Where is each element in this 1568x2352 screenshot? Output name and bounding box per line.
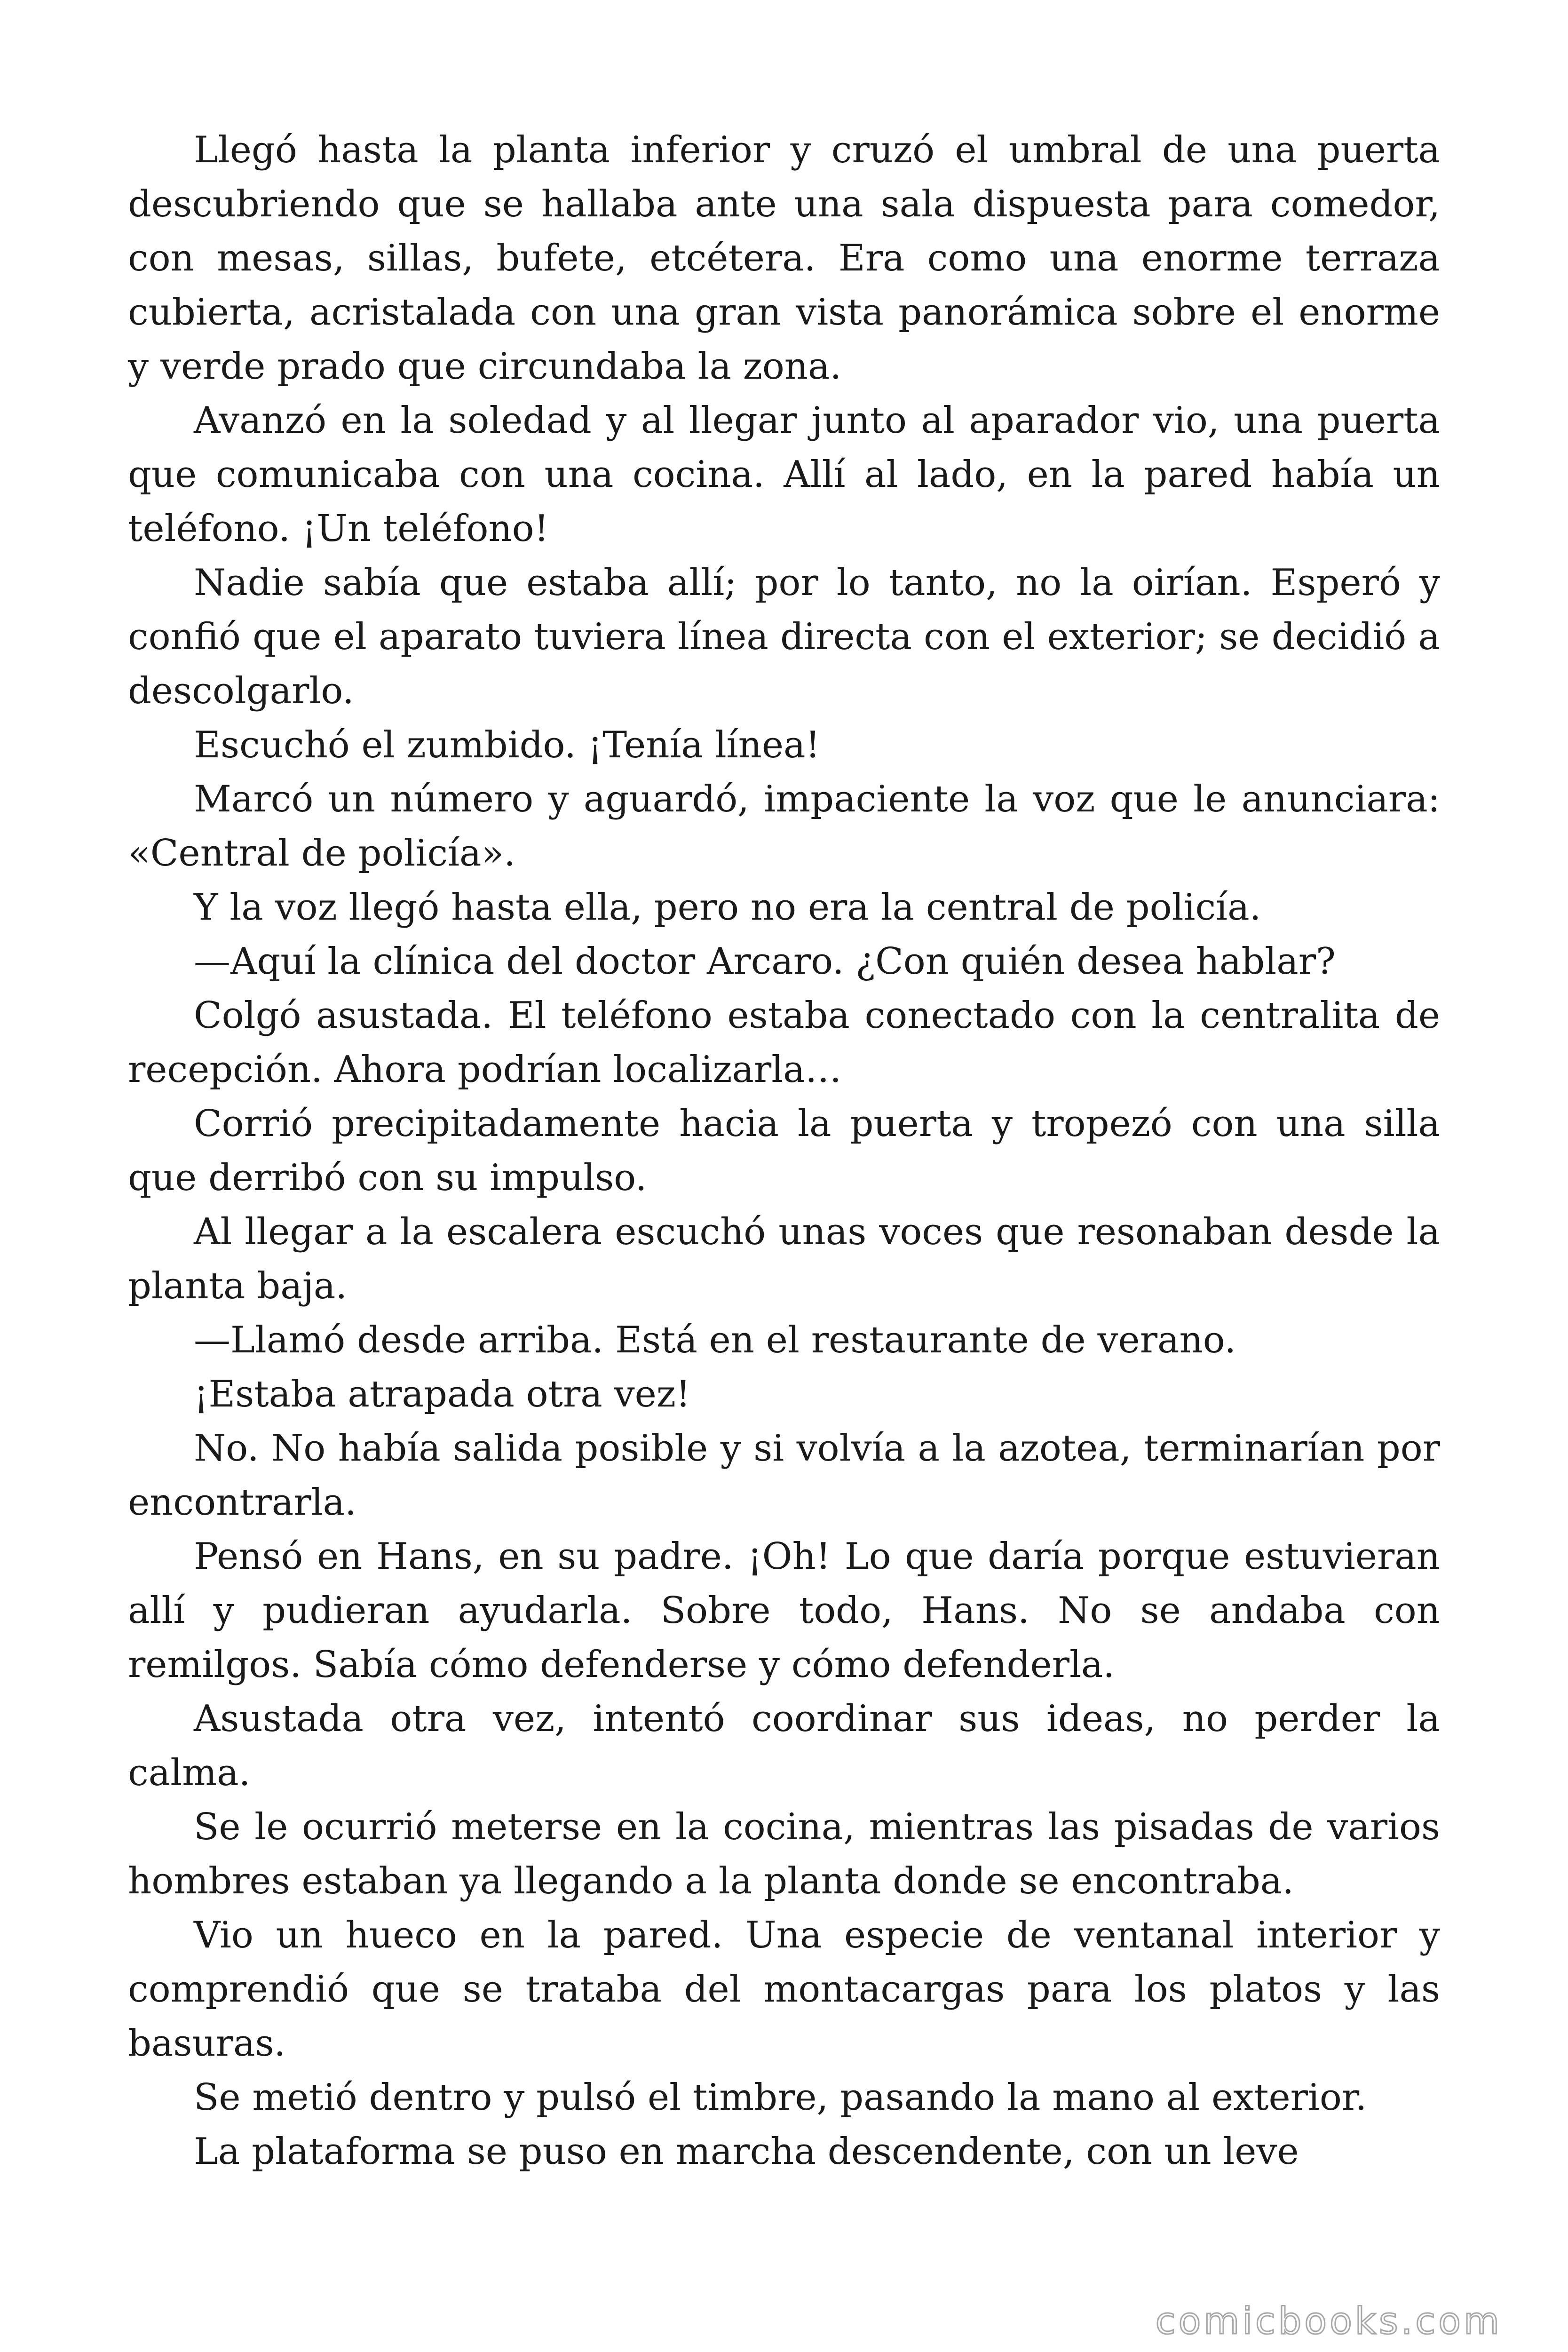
watermark-text: comicbooks.com (1155, 2300, 1502, 2343)
paragraph-6: Y la voz llegó hasta ella, pero no era la central de policía. (194, 886, 1261, 929)
paragraph-15: Asustada otra vez, intentó coordinar sus ideas, no perder la calma. (128, 1698, 1440, 1794)
paragraph-1: Llegó hasta la planta inferior y cruzó el umbral de una puerta descubriendo que se hallaba ante una sala dispuesta para comedor, con mesas, sillas, bufete, etcétera. Era como una enorme terraza cubierta, acristalada con una gran vista panorámica sobre el enorme y verde prado que circundaba la zona. (128, 129, 1440, 388)
paragraph-4: Escuchó el zumbido. ¡Tenía línea! (194, 724, 820, 766)
paragraph-5: Marcó un número y aguardó, impaciente la voz que le anunciara: «Central de policía». (128, 778, 1440, 874)
paragraph-17: Vio un hueco en la pared. Una especie de ventanal interior y comprendió que se trataba del montacargas para los platos y las basuras. (128, 1914, 1440, 2065)
paragraph-9: Corrió precipitadamente hacia la puerta y tropezó con una silla que derribó con su impulso. (128, 1103, 1440, 1199)
paragraph-19: La plataforma se puso en marcha descendente, con un leve (194, 2130, 1299, 2173)
body-text (128, 123, 1440, 2179)
paragraph-11: —Llamó desde arriba. Está en el restaurante de verano. (194, 1319, 1236, 1361)
paragraph-8: Colgó asustada. El teléfono estaba conectado con la centralita de recepción. Ahora podrían localizarla… (128, 994, 1440, 1091)
paragraph-7: —Aquí la clínica del doctor Arcaro. ¿Con quién desea hablar? (194, 940, 1336, 983)
paragraph-12: ¡Estaba atrapada otra vez! (194, 1373, 691, 1415)
paragraph-16: Se le ocurrió meterse en la cocina, mientras las pisadas de varios hombres estaban ya llegando a la planta donde se encontraba. (128, 1806, 1440, 1902)
paragraph-3: Nadie sabía que estaba allí; por lo tanto, no la oirían. Esperó y confió que el aparato tuviera línea directa con el exterior; se decidió a descolgarlo. (128, 562, 1440, 712)
paragraph-14: Pensó en Hans, en su padre. ¡Oh! Lo que daría porque estuvieran allí y pudieran ayudarla. Sobre todo, Hans. No se andaba con remilgos. Sabía cómo defenderse y cómo defenderla. (128, 1535, 1440, 1686)
paragraph-13: No. No había salida posible y si volvía a la azotea, terminarían por encontrarla. (128, 1427, 1440, 1524)
paragraph-18: Se metió dentro y pulsó el timbre, pasando la mano al exterior. (194, 2076, 1367, 2119)
paragraph-10: Al llegar a la escalera escuchó unas voces que resonaban desde la planta baja. (128, 1211, 1440, 1307)
paragraph-2: Avanzó en la soledad y al llegar junto al aparador vio, una puerta que comunicaba con una cocina. Allí al lado, en la pared había un teléfono. ¡Un teléfono! (128, 399, 1440, 550)
